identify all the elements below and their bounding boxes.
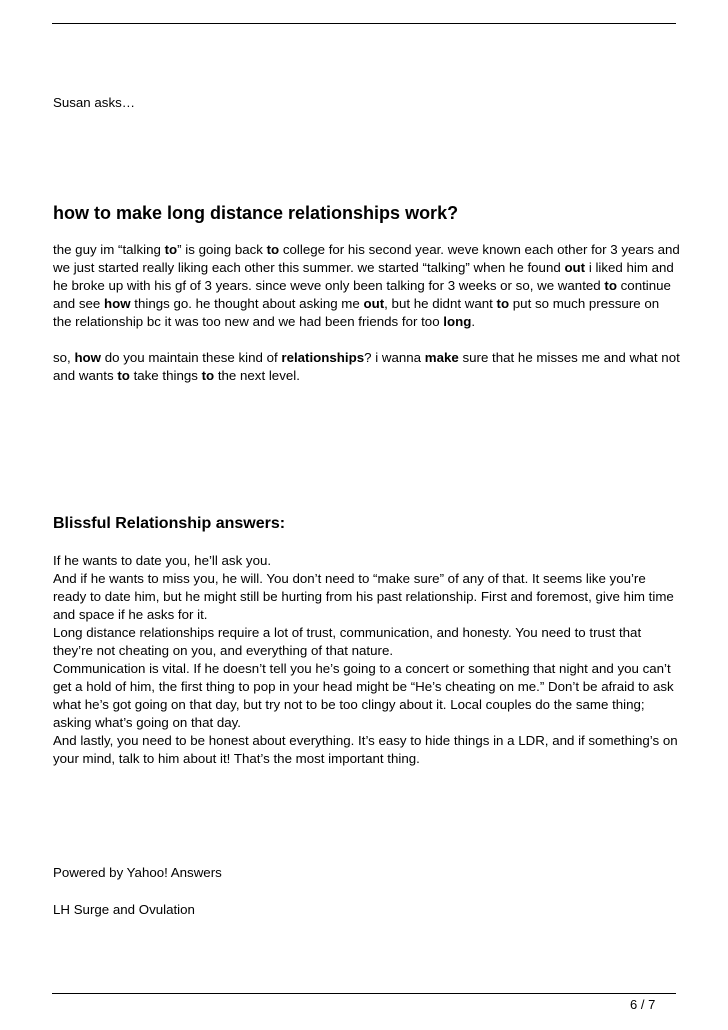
question-title: how to make long distance relationships work? <box>53 203 459 223</box>
highlighted-keyword: to <box>496 296 510 311</box>
answer-line: And if he wants to miss you, he will. You don’t need to “make sure” of any of that. It seems like you’re ready to date him, but he might still be hurting from his past relationship. First and foremost, give him time and space if he asks for it. <box>53 571 674 622</box>
answer-body <box>53 552 681 768</box>
footer-rule <box>52 993 676 994</box>
highlighted-keyword: make <box>424 350 459 365</box>
highlighted-keyword: long <box>443 314 472 329</box>
highlighted-keyword: to <box>201 368 215 383</box>
answer-title: Blissful Relationship answers: <box>53 515 286 532</box>
answer-line: And lastly, you need to be honest about everything. It’s easy to hide things in a LDR, and if something’s on your mind, talk to him about it! That’s the most important thing. <box>53 733 678 766</box>
header-rule <box>52 23 676 24</box>
highlighted-keyword: to <box>117 368 130 383</box>
highlighted-keyword: relationships <box>281 350 365 365</box>
page-number: 6 / 7 <box>630 997 656 1012</box>
answer-line: If he wants to date you, he’ll ask you. <box>53 553 272 568</box>
related-link[interactable]: LH Surge and Ovulation <box>53 902 195 917</box>
highlighted-keyword: to <box>164 242 178 257</box>
highlighted-keyword: how <box>74 350 102 365</box>
highlighted-keyword: to <box>266 242 280 257</box>
answer-line: Long distance relationships require a lot of trust, communication, and honesty. You need to trust that they’re not cheating on you, and everything of that nature. <box>53 625 642 658</box>
highlighted-keyword: to <box>604 278 617 293</box>
highlighted-keyword: how <box>104 296 131 311</box>
question-body <box>53 241 681 403</box>
asker-line: Susan asks… <box>53 95 136 110</box>
highlighted-keyword: out <box>564 260 586 275</box>
highlighted-keyword: out <box>363 296 385 311</box>
question-paragraph: the guy im “talking to” is going back to college for his second year. weve known each other for 3 years and we just started really liking each other this summer. we started “talking” when he found out i liked him and he broke up with his gf of 3 years. since weve only been talking for 3 weeks or so, we wanted to continue and see how things go. he thought about asking me out, but he didnt want to put so much pressure on the relationship bc it was too new and we had been friends for too long. <box>53 242 680 329</box>
powered-by-text: Powered by Yahoo! Answers <box>53 865 222 880</box>
question-paragraph: so, how do you maintain these kind of relationships? i wanna make sure that he misses me and what not and wants to take things to the next level. <box>53 350 680 383</box>
answer-line: Communication is vital. If he doesn’t tell you he’s going to a concert or something that night and you can’t get a hold of him, the first thing to pop in your head might be “He’s cheating on me.” Don’t be afraid to ask what he’s got going on that day, but try not to be too clingy about it. Local couples do the same thing; asking what’s going on that day. <box>53 661 674 730</box>
